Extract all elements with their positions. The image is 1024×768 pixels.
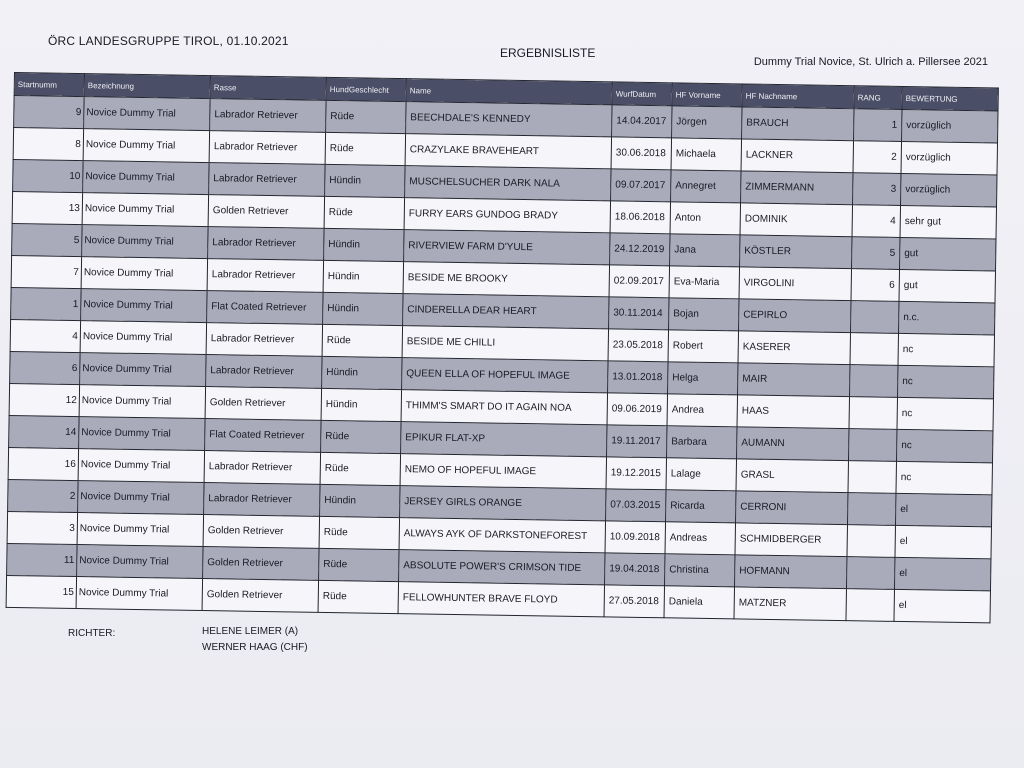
start-number-cell: 13: [12, 191, 82, 224]
sex-cell: Rüde: [326, 100, 406, 133]
rank-cell: 6: [851, 269, 899, 302]
birth-date-cell: 19.04.2018: [605, 553, 665, 586]
handler-last-name-cell: HAAS: [737, 395, 849, 429]
grade-cell: sehr gut: [900, 205, 996, 239]
class-cell: Novice Dummy Trial: [77, 513, 203, 547]
rank-cell: [849, 397, 897, 430]
col-bewertung: BEWERTUNG: [902, 86, 998, 111]
handler-first-name-cell: Annegret: [671, 170, 741, 203]
class-cell: Novice Dummy Trial: [80, 353, 206, 387]
breed-cell: Labrador Retriever: [206, 355, 322, 389]
grade-cell: nc: [897, 397, 993, 431]
sex-cell: Rüde: [324, 196, 404, 229]
breed-cell: Golden Retriever: [203, 515, 319, 549]
breed-cell: Labrador Retriever: [210, 99, 326, 133]
judges-list: [202, 624, 308, 656]
dog-name-cell: BEECHDALE'S KENNEDY: [406, 102, 612, 137]
dog-name-cell: FURRY EARS GUNDOG BRADY: [404, 198, 610, 233]
grade-cell: nc: [896, 429, 992, 463]
sex-cell: Hündin: [324, 228, 404, 261]
judge-name: HELENE LEIMER (A): [202, 626, 299, 637]
col-bezeichnung: Bezeichnung: [84, 74, 210, 99]
breed-cell: Golden Retriever: [202, 579, 318, 613]
rank-cell: [847, 525, 895, 558]
rank-cell: [848, 461, 896, 494]
handler-first-name-cell: Christina: [665, 554, 735, 587]
birth-date-cell: 13.01.2018: [608, 361, 668, 394]
rank-cell: [850, 333, 898, 366]
handler-last-name-cell: DOMINIK: [740, 203, 852, 237]
handler-first-name-cell: Lalage: [666, 458, 736, 491]
sex-cell: Rüde: [319, 516, 399, 549]
class-cell: Novice Dummy Trial: [79, 385, 205, 419]
birth-date-cell: 30.11.2014: [609, 297, 669, 330]
grade-cell: n.c.: [899, 301, 995, 335]
birth-date-cell: 19.11.2017: [607, 425, 667, 458]
sex-cell: Rüde: [325, 132, 405, 165]
start-number-cell: 4: [10, 319, 80, 352]
dog-name-cell: ALWAYS AYK OF DARKSTONEFOREST: [399, 518, 605, 553]
handler-last-name-cell: AUMANN: [737, 427, 849, 461]
class-cell: Novice Dummy Trial: [83, 161, 209, 195]
start-number-cell: 9: [14, 96, 84, 129]
birth-date-cell: 19.12.2015: [606, 457, 666, 490]
col-startnummer: Startnumm: [14, 73, 84, 97]
handler-last-name-cell: ZIMMERMANN: [741, 171, 853, 205]
col-name: Name: [406, 79, 612, 105]
start-number-cell: 16: [8, 447, 78, 480]
judge-name: WERNER HAAG (CHF): [202, 642, 308, 653]
breed-cell: Labrador Retriever: [208, 227, 324, 261]
rank-cell: [846, 589, 894, 622]
sex-cell: Rüde: [318, 580, 398, 613]
class-cell: Novice Dummy Trial: [76, 577, 202, 611]
rank-cell: 2: [853, 141, 901, 174]
grade-cell: el: [895, 493, 991, 527]
start-number-cell: 5: [12, 223, 82, 256]
sex-cell: Hündin: [321, 388, 401, 421]
rank-cell: 1: [854, 109, 902, 142]
dog-name-cell: EPIKUR FLAT-XP: [401, 422, 607, 457]
dog-name-cell: BESIDE ME BROOKY: [403, 262, 609, 297]
start-number-cell: 1: [11, 287, 81, 320]
breed-cell: Flat Coated Retriever: [207, 291, 323, 325]
rank-cell: [848, 429, 896, 462]
col-rang: RANG: [854, 86, 902, 110]
class-cell: Novice Dummy Trial: [80, 321, 206, 355]
handler-first-name-cell: Bojan: [669, 298, 739, 331]
handler-first-name-cell: Eva-Maria: [669, 266, 739, 299]
sex-cell: Hündin: [323, 292, 403, 325]
start-number-cell: 7: [11, 255, 81, 288]
class-cell: Novice Dummy Trial: [78, 481, 204, 515]
handler-last-name-cell: MAIR: [738, 363, 850, 397]
sex-cell: Hündin: [320, 484, 400, 517]
class-cell: Novice Dummy Trial: [83, 129, 209, 163]
rank-cell: 4: [852, 205, 900, 238]
grade-cell: vorzüglich: [901, 173, 997, 207]
results-table: [6, 72, 999, 623]
handler-first-name-cell: Daniela: [664, 586, 734, 619]
grade-cell: el: [895, 525, 991, 559]
dog-name-cell: FELLOWHUNTER BRAVE FLOYD: [398, 582, 604, 617]
class-cell: Novice Dummy Trial: [77, 545, 203, 579]
rank-cell: [850, 365, 898, 398]
grade-cell: nc: [898, 333, 994, 367]
event-name: Dummy Trial Novice, St. Ulrich a. Pillersee 2021: [753, 56, 988, 68]
rank-cell: 5: [852, 237, 900, 270]
dog-name-cell: ABSOLUTE POWER'S CRIMSON TIDE: [399, 550, 605, 585]
start-number-cell: 15: [6, 575, 76, 608]
dog-name-cell: CRAZYLAKE BRAVEHEART: [405, 134, 611, 169]
start-number-cell: 6: [10, 351, 80, 384]
sex-cell: Rüde: [321, 420, 401, 453]
sex-cell: Hündin: [325, 164, 405, 197]
breed-cell: Flat Coated Retriever: [205, 419, 321, 453]
birth-date-cell: 07.03.2015: [606, 489, 666, 522]
grade-cell: nc: [897, 365, 993, 399]
start-number-cell: 10: [13, 159, 83, 192]
class-cell: Novice Dummy Trial: [82, 225, 208, 259]
grade-cell: gut: [899, 269, 995, 303]
birth-date-cell: 18.06.2018: [610, 201, 670, 234]
handler-first-name-cell: Jörgen: [672, 106, 742, 139]
handler-last-name-cell: LACKNER: [741, 139, 853, 173]
handler-last-name-cell: CEPIRLO: [739, 299, 851, 333]
grade-cell: vorzüglich: [901, 141, 997, 175]
handler-last-name-cell: MATZNER: [734, 587, 846, 621]
sex-cell: Hündin: [323, 260, 403, 293]
handler-last-name-cell: VIRGOLINI: [739, 267, 851, 301]
class-cell: Novice Dummy Trial: [84, 97, 210, 131]
handler-first-name-cell: Andrea: [667, 394, 737, 427]
col-hf-nachname: HF Nachname: [742, 84, 854, 109]
start-number-cell: 14: [9, 415, 79, 448]
col-rasse: Rasse: [210, 76, 326, 101]
handler-first-name-cell: Anton: [670, 202, 740, 235]
class-cell: Novice Dummy Trial: [79, 417, 205, 451]
handler-last-name-cell: BRAUCH: [742, 107, 854, 141]
handler-last-name-cell: KÖSTLER: [740, 235, 852, 269]
dog-name-cell: NEMO OF HOPEFUL IMAGE: [400, 454, 606, 489]
handler-first-name-cell: Barbara: [667, 426, 737, 459]
dog-name-cell: CINDERELLA DEAR HEART: [403, 294, 609, 329]
breed-cell: Labrador Retriever: [204, 483, 320, 517]
sex-cell: Rüde: [322, 324, 402, 357]
sex-cell: Rüde: [319, 548, 399, 581]
start-number-cell: 8: [13, 128, 83, 161]
document-title: ERGEBNISLISTE: [500, 46, 596, 60]
col-wurfdatum: WurfDatum: [612, 82, 672, 106]
birth-date-cell: 27.05.2018: [604, 585, 664, 618]
handler-last-name-cell: KASERER: [738, 331, 850, 365]
start-number-cell: 11: [7, 543, 77, 576]
grade-cell: vorzüglich: [902, 109, 998, 143]
start-number-cell: 12: [9, 383, 79, 416]
dog-name-cell: RIVERVIEW FARM D'YULE: [404, 230, 610, 265]
birth-date-cell: 02.09.2017: [609, 265, 669, 298]
rank-cell: 3: [853, 173, 901, 206]
grade-cell: nc: [896, 461, 992, 495]
breed-cell: Labrador Retriever: [209, 163, 325, 197]
breed-cell: Labrador Retriever: [204, 451, 320, 485]
grade-cell: el: [894, 557, 990, 591]
rank-cell: [846, 557, 894, 590]
dog-name-cell: BESIDE ME CHILLI: [402, 326, 608, 361]
grade-cell: gut: [900, 237, 996, 271]
handler-first-name-cell: Ricarda: [666, 490, 736, 523]
handler-last-name-cell: SCHMIDBERGER: [735, 523, 847, 557]
judges-label: RICHTER:: [68, 628, 116, 639]
col-geschlecht: HundGeschlecht: [326, 77, 406, 101]
birth-date-cell: 09.07.2017: [611, 169, 671, 202]
class-cell: Novice Dummy Trial: [81, 289, 207, 323]
handler-last-name-cell: HOFMANN: [735, 555, 847, 589]
sex-cell: Rüde: [320, 452, 400, 485]
dog-name-cell: MUSCHELSUCHER DARK NALA: [405, 166, 611, 201]
handler-first-name-cell: Helga: [668, 362, 738, 395]
organizer-header: ÖRC LANDESGRUPPE TIROL, 01.10.2021: [48, 34, 289, 48]
breed-cell: Labrador Retriever: [209, 131, 325, 165]
birth-date-cell: 23.05.2018: [608, 329, 668, 362]
dog-name-cell: QUEEN ELLA OF HOPEFUL IMAGE: [402, 358, 608, 393]
birth-date-cell: 09.06.2019: [607, 393, 667, 426]
dog-name-cell: JERSEY GIRLS ORANGE: [400, 486, 606, 521]
breed-cell: Golden Retriever: [208, 195, 324, 229]
handler-first-name-cell: Jana: [670, 234, 740, 267]
birth-date-cell: 30.06.2018: [611, 137, 671, 170]
breed-cell: Golden Retriever: [203, 547, 319, 581]
class-cell: Novice Dummy Trial: [82, 193, 208, 227]
rank-cell: [847, 493, 895, 526]
sex-cell: Hündin: [322, 356, 402, 389]
start-number-cell: 3: [7, 511, 77, 544]
class-cell: Novice Dummy Trial: [81, 257, 207, 291]
start-number-cell: 2: [8, 479, 78, 512]
birth-date-cell: 24.12.2019: [610, 233, 670, 266]
breed-cell: Golden Retriever: [205, 387, 321, 421]
rank-cell: [851, 301, 899, 334]
grade-cell: el: [894, 589, 990, 623]
dog-name-cell: THIMM'S SMART DO IT AGAIN NOA: [401, 390, 607, 425]
breed-cell: Labrador Retriever: [207, 259, 323, 293]
birth-date-cell: 10.09.2018: [605, 521, 665, 554]
handler-last-name-cell: GRASL: [736, 459, 848, 493]
handler-first-name-cell: Robert: [668, 330, 738, 363]
birth-date-cell: 14.04.2017: [612, 105, 672, 138]
handler-first-name-cell: Michaela: [671, 138, 741, 171]
handler-last-name-cell: CERRONI: [736, 491, 848, 525]
class-cell: Novice Dummy Trial: [78, 449, 204, 483]
breed-cell: Labrador Retriever: [206, 323, 322, 357]
col-hf-vorname: HF Vorname: [672, 83, 742, 107]
handler-first-name-cell: Andreas: [665, 522, 735, 555]
